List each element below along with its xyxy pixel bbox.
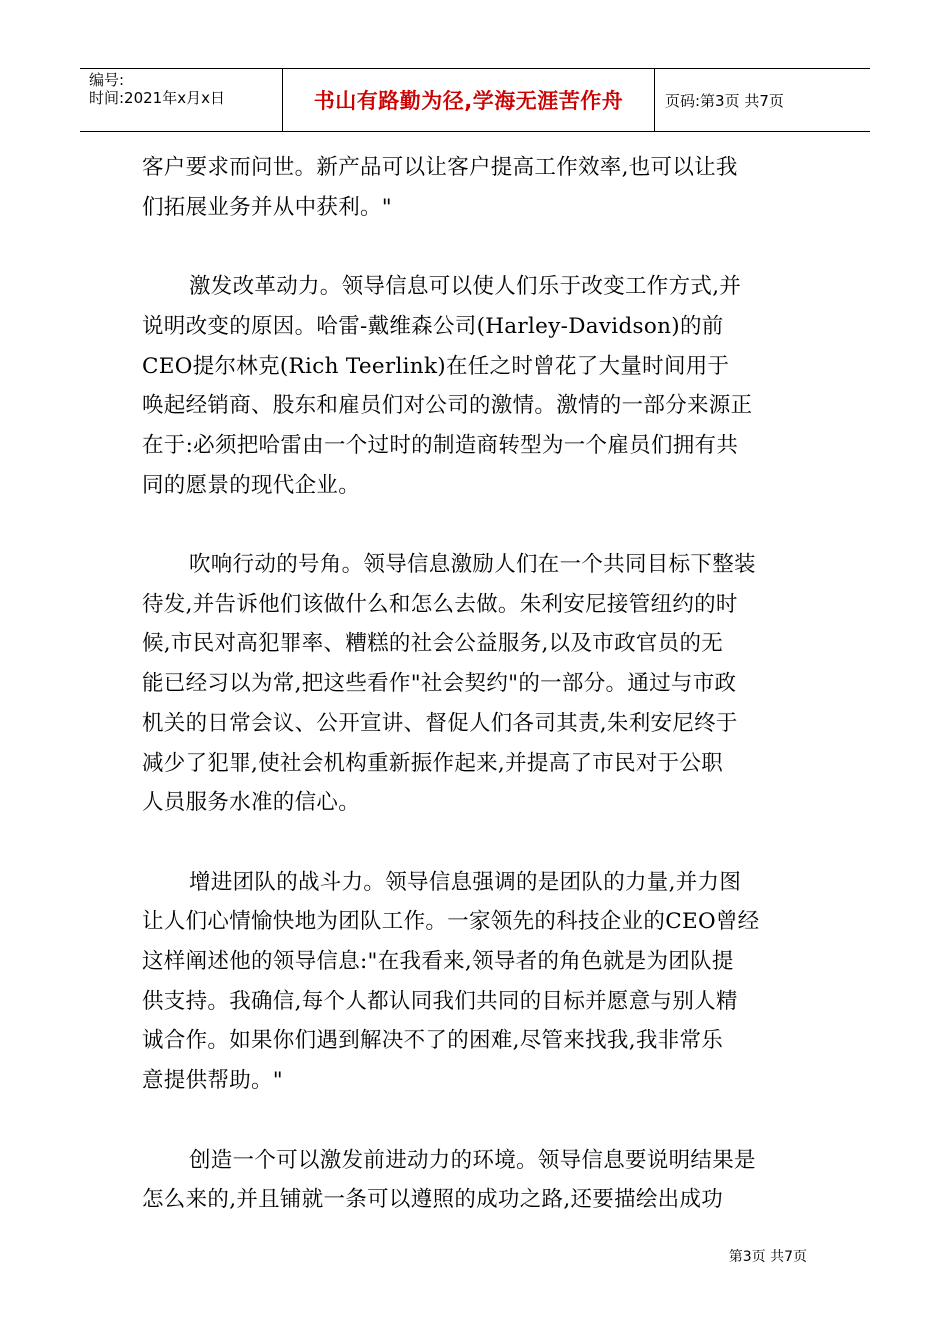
text-line: 能已经习以为常,把这些看作"社会契约"的一部分。通过与市政 bbox=[142, 671, 737, 697]
text-line: 在于:必须把哈雷由一个过时的制造商转型为一个雇员们拥有共 bbox=[142, 432, 739, 458]
paragraph bbox=[142, 545, 809, 823]
text-line: 候,市民对高犯罪率、糟糕的社会公益服务,以及市政官员的无 bbox=[142, 631, 724, 657]
text-line: 供支持。我确信,每个人都认同我们共同的目标并愿意与别人精 bbox=[142, 988, 738, 1014]
text-line: 这样阐述他的领导信息:"在我看来,领导者的角色就是为团队提 bbox=[142, 949, 734, 975]
text-line: 让人们心情愉快地为团队工作。一家领先的科技企业的CEO曾经 bbox=[142, 909, 760, 935]
text-line: 增进团队的战斗力。领导信息强调的是团队的力量,并力图 bbox=[189, 869, 742, 895]
footer-page-number: 第3页 共7页 bbox=[728, 1249, 807, 1265]
header-page-label: 页码:第3页 共7页 bbox=[665, 91, 784, 110]
header-right-cell bbox=[655, 69, 870, 131]
number-label: 编号: bbox=[89, 71, 125, 89]
paragraph bbox=[142, 267, 809, 505]
header-left-cell bbox=[80, 69, 282, 131]
text-line: 意提供帮助。" bbox=[142, 1068, 283, 1094]
text-line: 减少了犯罪,使社会机构重新振作起来,并提高了市民对于公职 bbox=[142, 750, 724, 776]
paragraph bbox=[142, 1141, 809, 1220]
text-line: 待发,并告诉他们该做什么和怎么去做。朱利安尼接管纽约的时 bbox=[142, 591, 738, 617]
time-label: 时间:2021年x月x日 bbox=[89, 89, 225, 107]
text-line: 说明改变的原因。哈雷-戴维森公司(Harley-Davidson)的前 bbox=[142, 313, 724, 339]
text-line: 怎么来的,并且铺就一条可以遵照的成功之路,还要描绘出成功 bbox=[142, 1187, 724, 1213]
text-line: 诚合作。如果你们遇到解决不了的困难,尽管来找我,我非常乐 bbox=[142, 1028, 724, 1054]
paragraph bbox=[142, 863, 809, 1101]
paragraph bbox=[142, 148, 809, 227]
header-table bbox=[80, 68, 870, 132]
motto-text: 书山有路勤为径,学海无涯苦作舟 bbox=[313, 89, 624, 113]
text-line: 客户要求而问世。新产品可以让客户提高工作效率,也可以让我 bbox=[142, 155, 738, 180]
text-line: 人员服务水准的信心。 bbox=[142, 790, 361, 816]
text-line: 吹响行动的号角。领导信息激励人们在一个共同目标下整装 bbox=[189, 552, 756, 577]
document-body bbox=[142, 148, 809, 1260]
header-middle-cell bbox=[282, 69, 655, 131]
text-line: 们拓展业务并从中获利。" bbox=[142, 194, 392, 220]
text-line: CEO提尔林克(Rich Teerlink)在任之时曾花了大量时间用于 bbox=[142, 353, 730, 379]
text-line: 同的愿景的现代企业。 bbox=[142, 472, 361, 498]
text-line: 机关的日常会议、公开宣讲、督促人们各司其责,朱利安尼终于 bbox=[142, 710, 738, 736]
text-line: 唤起经销商、股东和雇员们对公司的激情。激情的一部分来源正 bbox=[142, 393, 753, 419]
text-line: 激发改革动力。领导信息可以使人们乐于改变工作方式,并 bbox=[189, 274, 742, 300]
text-line: 创造一个可以激发前进动力的环境。领导信息要说明结果是 bbox=[189, 1147, 756, 1173]
